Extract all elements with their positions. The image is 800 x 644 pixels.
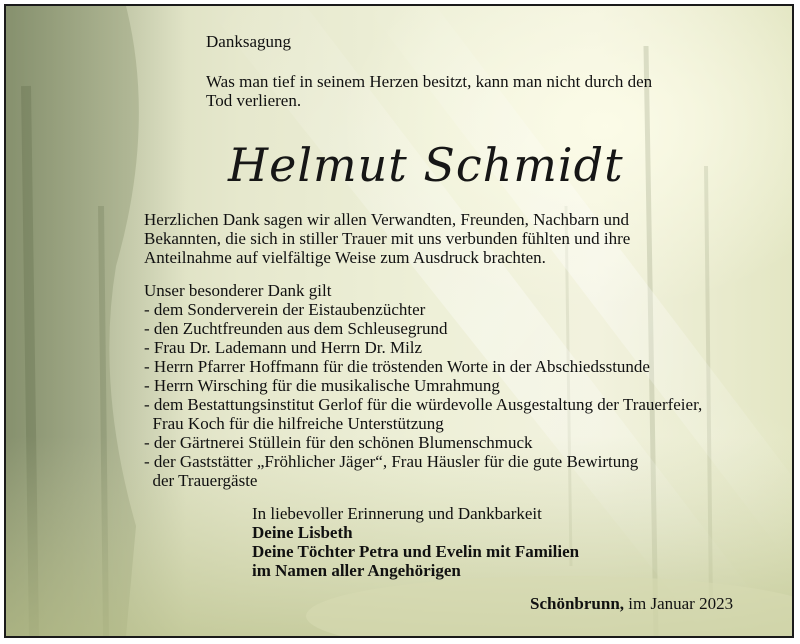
special-item-3: - Frau Dr. Lademann und Herrn Dr. Milz	[144, 338, 423, 357]
special-item-5: - Herrn Wirsching für die musikalische Umrahmung	[144, 376, 500, 395]
thanks-line-1: Herzlichen Dank sagen wir allen Verwandten, Freunden, Nachbarn und	[144, 210, 629, 229]
closing-intro: In liebevoller Erinnerung und Dankbarkeit	[252, 504, 542, 523]
place: Schönbrunn,	[530, 594, 625, 613]
special-item-7: - der Gärtnerei Stüllein für den schönen Blumenschmuck	[144, 433, 533, 452]
signature-1: Deine Lisbeth	[252, 523, 353, 542]
special-item-6-cont: Frau Koch für die hilfreiche Unterstützung	[144, 414, 444, 433]
place-date	[530, 594, 733, 613]
special-item-4: - Herrn Pfarrer Hoffmann für die tröstenden Worte in der Abschiedsstunde	[144, 357, 650, 376]
quote-line-1: Was man tief in seinem Herzen besitzt, kann man nicht durch den	[206, 72, 653, 91]
special-item-6: - dem Bestattungsinstitut Gerlof für die würdevolle Ausgestaltung der Trauerfeier,	[144, 395, 703, 414]
special-intro: Unser besonderer Dank gilt	[144, 281, 332, 300]
quote-line-2: Tod verlieren.	[206, 91, 302, 110]
deceased-name: Helmut Schmidt	[228, 138, 624, 192]
thanks-line-2: Bekannten, die sich in stiller Trauer mit uns verbunden fühlten und ihre	[144, 229, 631, 248]
obituary-card	[4, 4, 794, 638]
signature-3: im Namen aller Angehörigen	[252, 561, 461, 580]
special-item-8-cont: der Trauergäste	[144, 471, 258, 490]
date: im Januar 2023	[628, 594, 734, 613]
special-item-2: - den Zuchtfreunden aus dem Schleusegrund	[144, 319, 448, 338]
thanks-line-3: Anteilnahme auf vielfältige Weise zum Ausdruck brachten.	[144, 248, 546, 267]
heading: Danksagung	[206, 32, 291, 51]
special-item-1: - dem Sonderverein der Eistaubenzüchter	[144, 300, 426, 319]
special-item-8: - der Gaststätter „Fröhlicher Jäger“, Frau Häusler für die gute Bewirtung	[144, 452, 639, 471]
signature-2: Deine Töchter Petra und Evelin mit Familien	[252, 542, 580, 561]
